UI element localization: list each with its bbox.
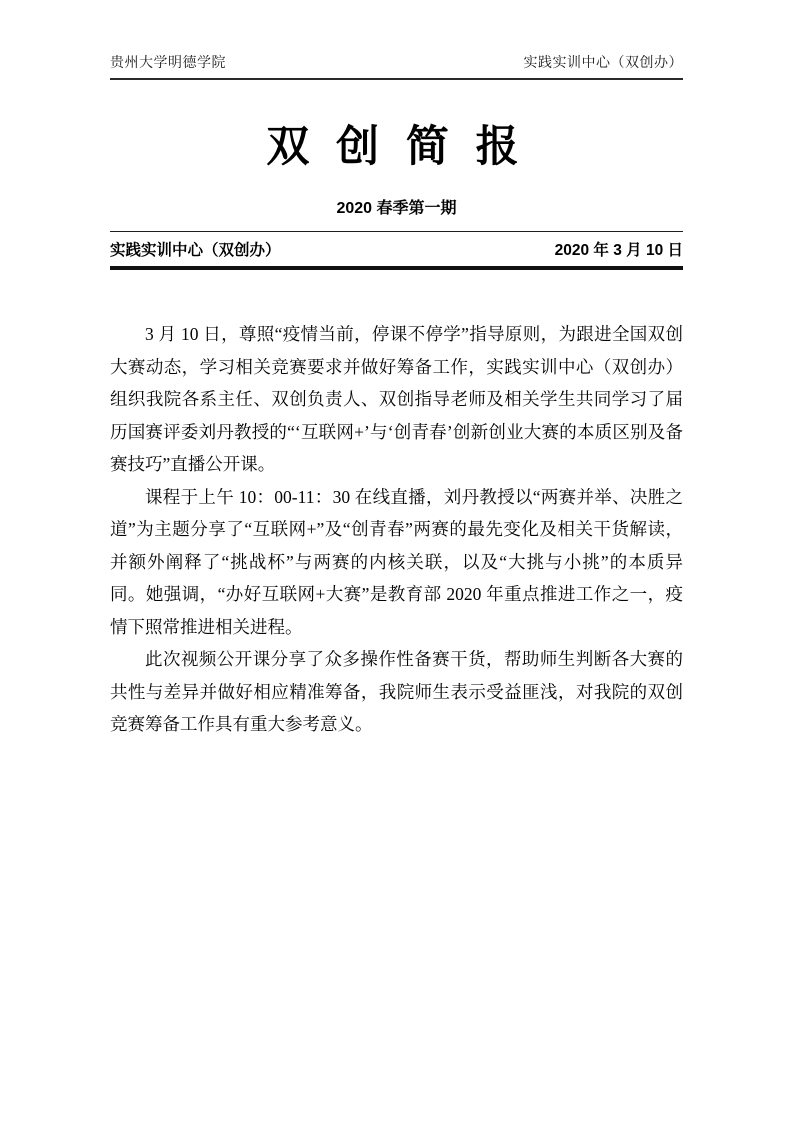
header-right-text: 实践实训中心（双创办） <box>523 56 683 71</box>
bulletin-title: 双 创 简 报 <box>266 124 527 171</box>
header-left-text: 贵州大学明德学院 <box>110 56 226 71</box>
article-body <box>110 318 683 741</box>
body-paragraph-1: 3 月 10 日，尊照“疫情当前，停课不停学”指导原则，为跟进全国双创大赛动态，学习相关竞赛要求并做好筹备工作，实践实训中心（双创办）组织我院各系主任、双创负责人、双创指导老师及相关学生共同学习了届历国赛评委刘丹教授的“‘互联网+’与‘创青春’创新创业大赛的本质区别及备赛技巧”直播公开课。 <box>110 324 683 474</box>
running-header <box>110 52 683 80</box>
body-paragraph-3: 此次视频公开课分享了众多操作性备赛干货，帮助师生判断各大赛的共性与差异并做好相应精准筹备，我院师生表示受益匪浅，对我院的双创竞赛筹备工作具有重大参考意义。 <box>110 649 683 734</box>
body-paragraph-2: 课程于上午 10：00-11：30 在线直播，刘丹教授以“两赛并举、决胜之道”为主题分享了“互联网+”及“创青春”两赛的最先变化及相关干货解读，并额外阐释了“挑战杯”与两赛的内核关联，以及“大挑与小挑”的本质异同。她强调，“办好互联网+大赛”是教育部 2020 年重点推进工作之一，疫情下照常推进相关进程。 <box>110 486 683 637</box>
issuing-department-label: 实践实训中心（双创办） <box>110 242 281 259</box>
info-band <box>110 231 683 270</box>
issue-date-label: 2020 年 3 月 10 日 <box>554 242 683 259</box>
issue-number-label: 2020 春季第一期 <box>336 200 457 217</box>
